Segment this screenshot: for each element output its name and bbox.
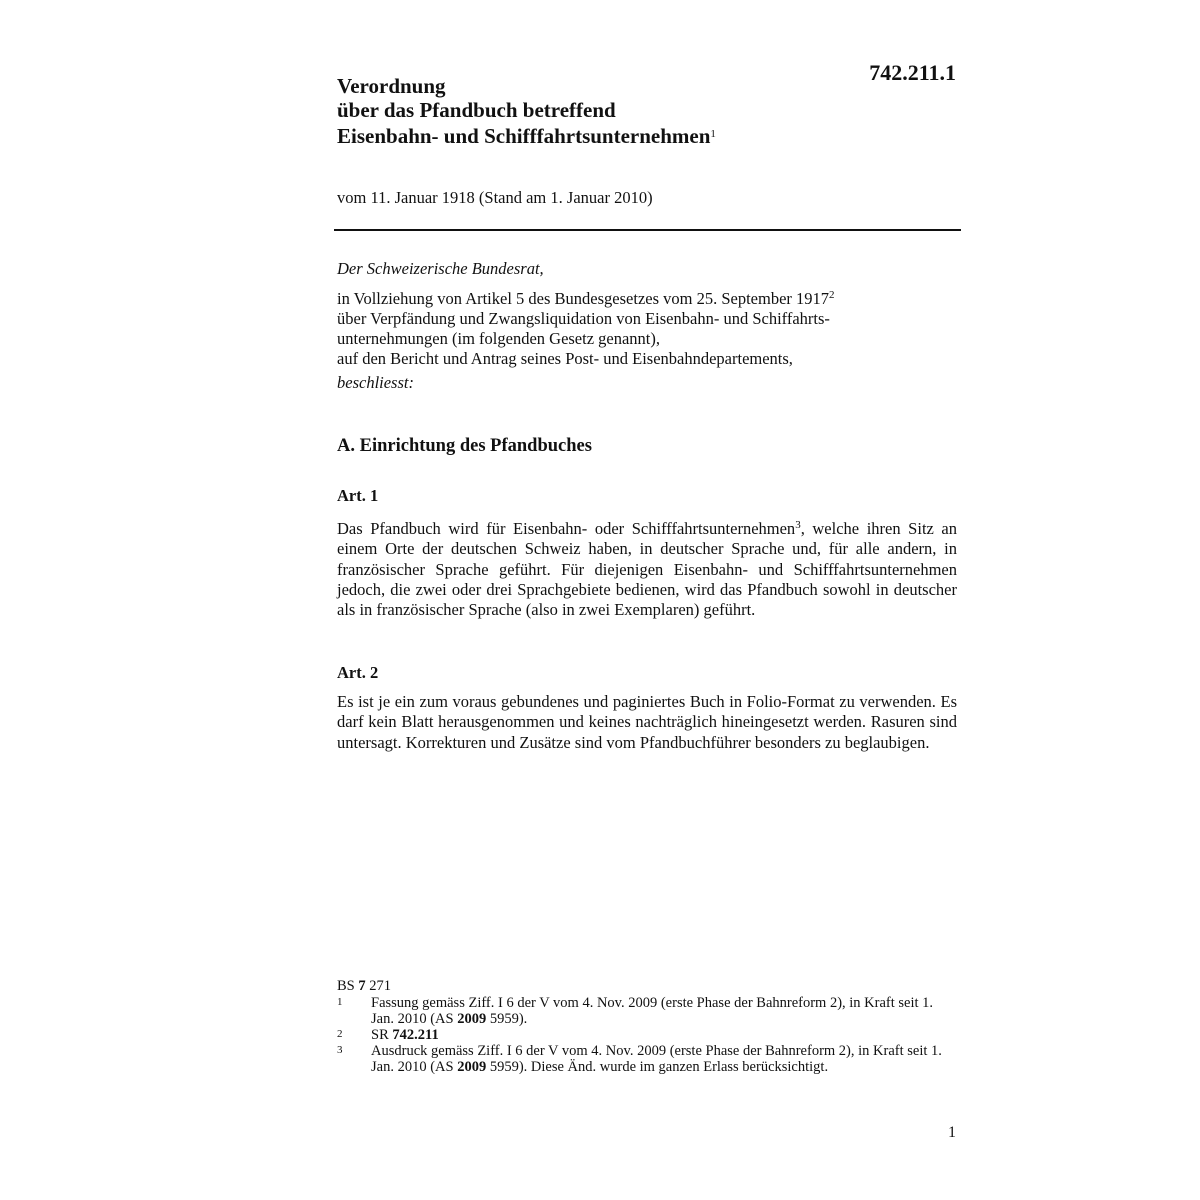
footnote-3-text-a: Ausdruck gemäss Ziff. I 6 der V vom 4. Nov. 2009 (erste Phase der Bahnreform 2), in Kraft seit 1. Jan. 2010 (AS [371, 1043, 942, 1075]
footnote-text [371, 1043, 959, 1075]
header-divider [334, 229, 961, 231]
preamble-line-1-text: in Vollziehung von Artikel 5 des Bundesgesetzes vom 25. September 1917 [337, 289, 830, 308]
title-line-3 [337, 122, 857, 148]
article-2 [337, 663, 957, 753]
date-line: vom 11. Januar 1918 (Stand am 1. Januar 2010) [337, 188, 653, 207]
footnote-number: 2 [337, 1028, 343, 1040]
footnote-3 [337, 1043, 959, 1075]
footnote-3-text-b: 5959). Diese Änd. wurde im ganzen Erlass berücksichtigt. [486, 1059, 829, 1075]
sr-number: 742.211.1 [869, 60, 956, 85]
preamble-line-1 [337, 285, 957, 309]
footnote-number: 3 [337, 1044, 343, 1056]
preamble-line-4: auf den Bericht und Antrag seines Post- und Eisenbahndepartements, [337, 349, 793, 368]
article-2-heading: Art. 2 [337, 663, 379, 682]
article-1-text-b: , welche ihren Sitz an einem Orte der deutschen Schweiz haben, in deutscher Sprache und, für alle andern, in französischer Sprache geführt. Für diejenigen Eisenbahn- und Schifffahrtsunternehmen jedoch, die zwei oder drei Sprachgebiete bedienen, wird das Pfandbuch sowohl in deutscher als in französischer Sprache (also in zwei Exemplaren) geführt. [337, 519, 958, 620]
article-1-body [337, 515, 957, 620]
footnote-number: 1 [337, 996, 343, 1008]
footnote-1 [337, 995, 959, 1027]
preamble-footnote-ref[interactable]: 2 [829, 289, 835, 301]
article-2-body: Es ist je ein zum voraus gebundenes und paginiertes Buch in Folio-Format zu verwenden. Es darf kein Blatt herausgenommen und keines nachträglich hineingesetzt werden. Rasuren sind untersagt. Korrekturen und Zusätze sind vom Pfandbuchführer besonders zu beglaubigen. [337, 692, 957, 752]
title-line-1: Verordnung [337, 74, 446, 98]
preamble [337, 259, 957, 393]
footnote-1-text-a: Fassung gemäss Ziff. I 6 der V vom 4. Nov. 2009 (erste Phase der Bahnreform 2), in Kraft seit 1. Jan. 2010 (AS [371, 995, 934, 1027]
footnote-2-text-a: SR [371, 1027, 393, 1043]
footnote-text [371, 995, 959, 1027]
collection-volume: 7 [358, 978, 366, 994]
title-line-3-text: Eisenbahn- und Schifffahrtsunternehmen [337, 124, 711, 148]
article-1 [337, 486, 957, 620]
page-number: 1 [948, 1124, 956, 1141]
article-1-footnote-ref[interactable]: 3 [795, 519, 801, 531]
title-line-2: über das Pfandbuch betreffend [337, 98, 616, 122]
preamble-decides: beschliesst: [337, 373, 414, 392]
footnote-2-bold: 742.211 [392, 1027, 439, 1043]
article-1-text-a: Das Pfandbuch wird für Eisenbahn- oder Schifffahrtsunternehmen [337, 519, 796, 538]
collection-reference [337, 978, 959, 994]
title-footnote-ref[interactable]: 1 [710, 128, 716, 140]
footnote-2 [337, 1027, 959, 1043]
preamble-line-3: unternehmungen (im folgenden Gesetz genannt), [337, 329, 661, 348]
collection-page: 271 [365, 978, 391, 994]
footnote-1-text-b: 5959). [486, 1011, 528, 1027]
section-heading: A. Einrichtung des Pfandbuches [337, 436, 592, 456]
document-title [337, 74, 857, 148]
preamble-line-2: über Verpfändung und Zwangsliquidation von Eisenbahn- und Schiffahrts- [337, 309, 830, 328]
footnote-text [371, 1027, 959, 1043]
footnote-1-bold: 2009 [457, 1011, 487, 1027]
footnote-3-bold: 2009 [457, 1059, 487, 1075]
article-1-heading: Art. 1 [337, 486, 379, 505]
preamble-issuer: Der Schweizerische Bundesrat, [337, 259, 544, 278]
collection-prefix: BS [337, 978, 359, 994]
footnotes-block [337, 978, 959, 1075]
